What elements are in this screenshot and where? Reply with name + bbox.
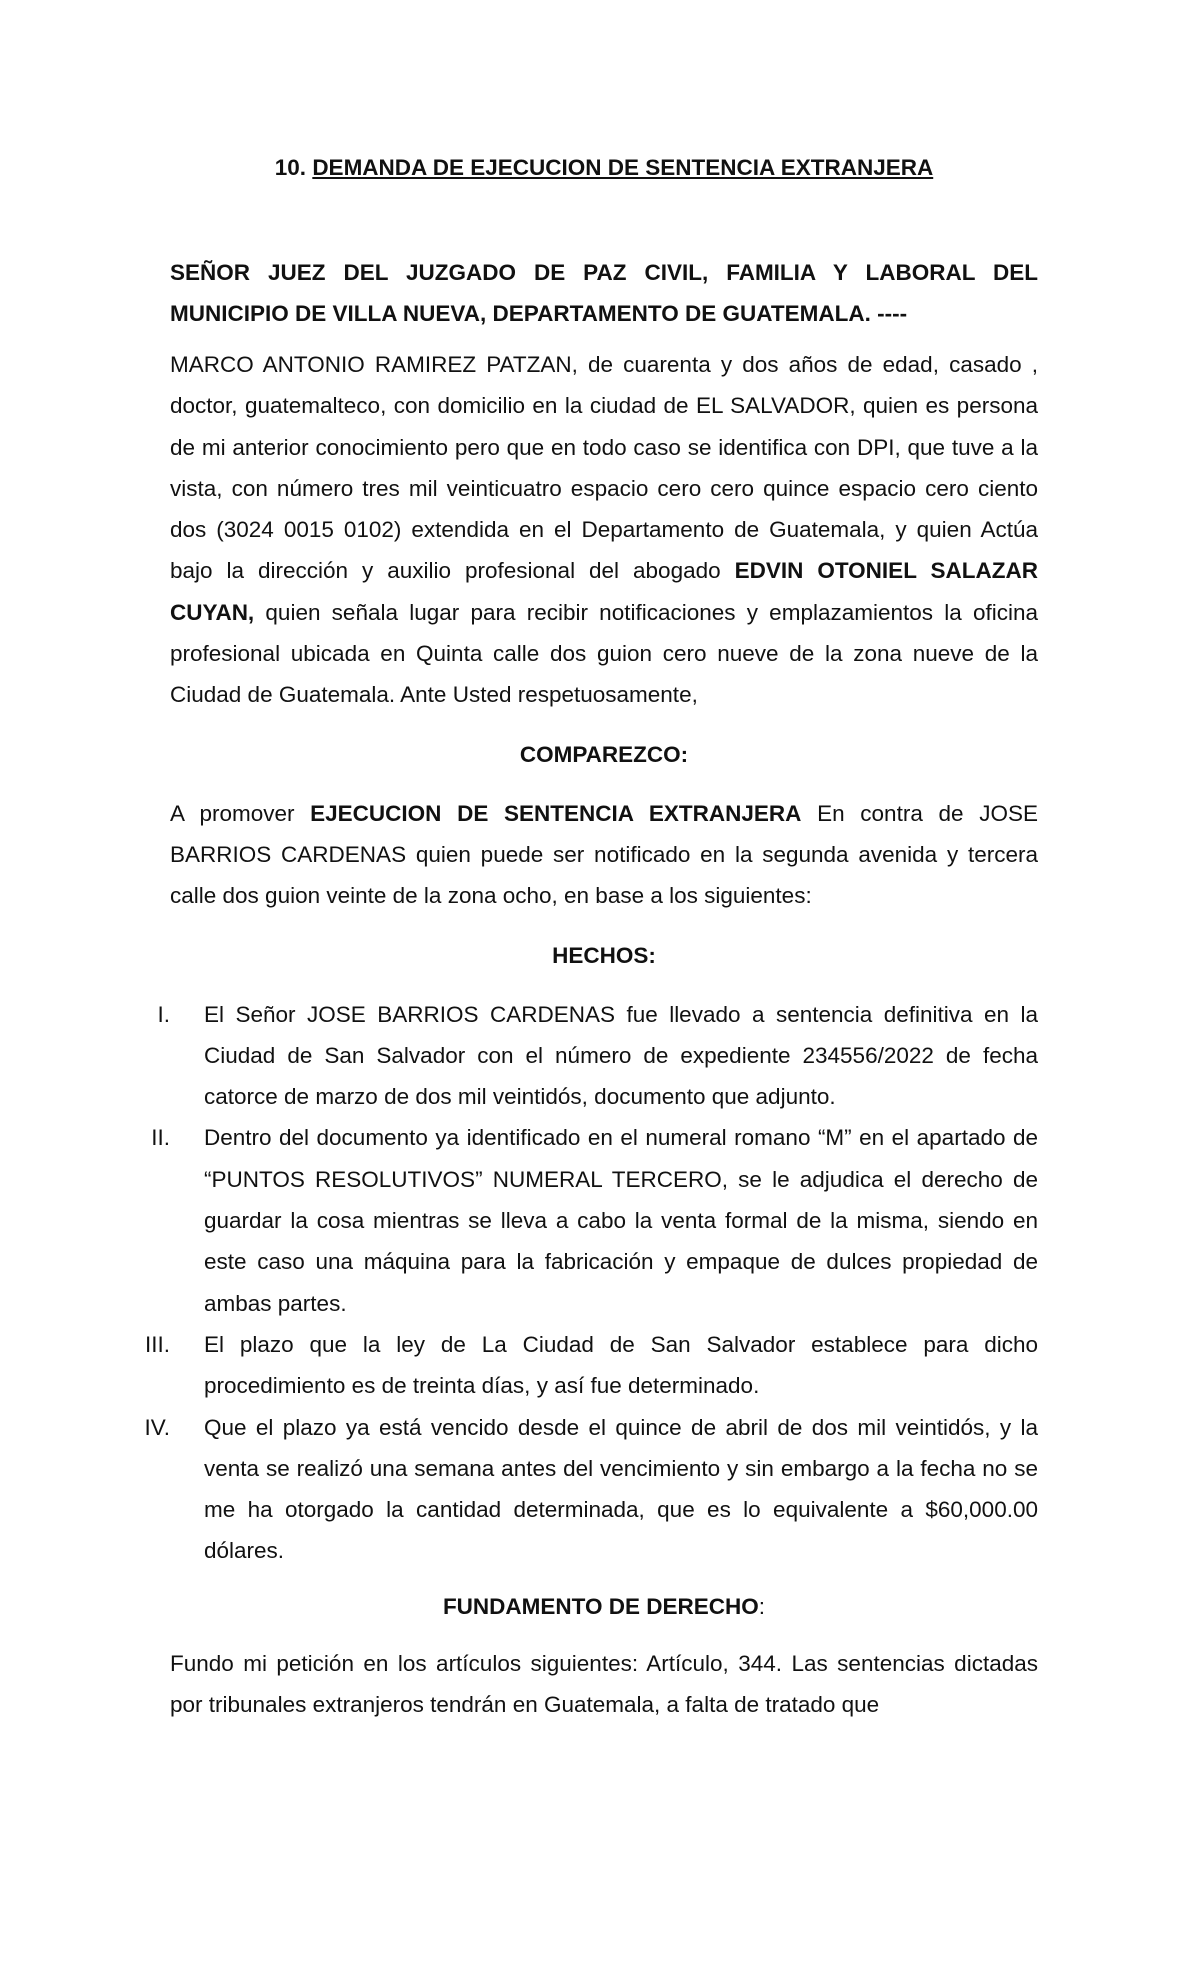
fundamento-paragraph: Fundo mi petición en los artículos siguientes: Artículo, 344. Las sentencias dictadas por tribunales extranjeros tendrán en Guatemala, a falta de tratado que [170, 1650, 1038, 1718]
addressee [170, 252, 1038, 334]
intro-text-1: MARCO ANTONIO RAMIREZ PATZAN, de cuarenta y dos años de edad, casado , doctor, guatemalteco, con domicilio en la ciudad de EL SALVADOR, quien es persona de mi anterior conocimiento pero que en todo caso se identifica con DPI, que tuve a la vista, con número tres mil veinticuatro espacio cero cero quince espacio cero ciento dos (3024 0015 0102) extendida en el Departamento de Guatemala, y quien Actúa bajo la dirección y auxilio profesional del abogado [170, 352, 1038, 584]
addressee-line-2: MUNICIPIO DE VILLA NUEVA, DEPARTAMENTO DE GUATEMALA. ---- [170, 301, 908, 326]
hechos-list [144, 994, 1038, 1572]
promote-bold-text: EJECUCION DE SENTENCIA EXTRANJERA [310, 800, 802, 826]
hecho-text: Que el plazo ya está vencido desde el quince de abril de dos mil veintidós, y la venta se realizó una semana antes del vencimiento y sin embargo a la fecha no se me ha otorgado la cantidad determinada, que es lo equivalente a $60,000.00 dólares. [204, 1414, 1038, 1564]
promote-text-1: A promover [170, 800, 311, 826]
hecho-text: Dentro del documento ya identificado en el numeral romano “M” en el apartado de “PUNTOS RESOLUTIVOS” NUMERAL TERCERO, se le adjudica el derecho de guardar la cosa mientras se lleva a cabo la venta formal de la misma, siendo en este caso una máquina para la fabricación y empaque de dulces propiedad de ambas partes. [204, 1125, 1038, 1316]
heading-comparezco: COMPAREZCO: [519, 741, 689, 767]
promote-text-2: En contra de JOSE BARRIOS CARDENAS quien puede ser notificado en la segunda avenida y tercera calle dos guion veinte de la zona ocho, en base a los siguientes: [170, 800, 1038, 909]
document-title [170, 148, 1038, 188]
hecho-number: IV. [144, 1414, 170, 1440]
hecho-number: I. [157, 1001, 170, 1027]
intro-paragraph [170, 344, 1038, 716]
hecho-number: II. [151, 1125, 170, 1151]
heading-hechos: HECHOS: [552, 942, 656, 968]
title-number: 10. [274, 155, 307, 180]
promote-paragraph [170, 793, 1038, 917]
hecho-text: El Señor JOSE BARRIOS CARDENAS fue llevado a sentencia definitiva en la Ciudad de San Salvador con el número de expediente 234556/2022 de fecha catorce de marzo de dos mil veintidós, documento que adjunto. [204, 1001, 1038, 1110]
fundamento-title: FUNDAMENTO DE DERECHO [442, 1593, 759, 1619]
hecho-text: El plazo que la ley de La Ciudad de San Salvador establece para dicho procedimiento es de treinta días, y así fue determinado. [204, 1331, 1038, 1399]
document-body [144, 148, 1038, 1725]
hecho-item [151, 1117, 1038, 1323]
title-text: DEMANDA DE EJECUCION DE SENTENCIA EXTRANJERA [312, 155, 934, 180]
fundamento-colon: : [758, 1593, 766, 1619]
hecho-item [144, 1407, 1038, 1572]
hecho-item [144, 1324, 1038, 1407]
heading-fundamento [170, 1586, 1038, 1627]
addressee-line-1: SEÑOR JUEZ DEL JUZGADO DE PAZ CIVIL, FAMILIA Y LABORAL DEL [170, 260, 1038, 285]
hecho-number: III. [144, 1331, 170, 1357]
lawyer-name: EDVIN OTONIEL SALAZAR CUYAN, [170, 558, 1038, 625]
intro-text-2: quien señala lugar para recibir notificaciones y emplazamientos la oficina profesional ubicada en Quinta calle dos guion cero nueve de la zona nueve de la Ciudad de Guatemala. Ante Usted respetuosamente, [170, 599, 1038, 708]
hecho-item [157, 994, 1038, 1118]
